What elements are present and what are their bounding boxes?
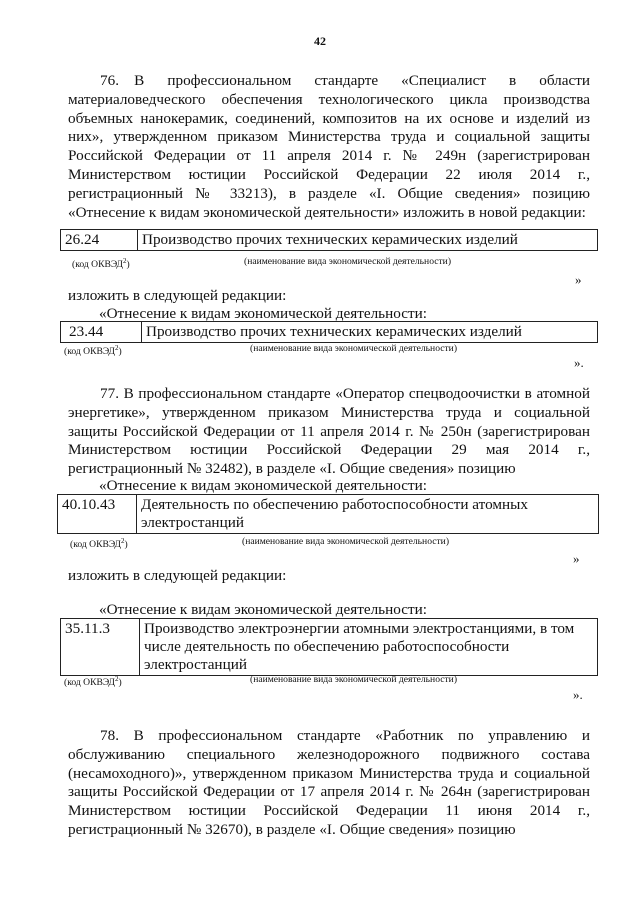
activity-name-caption: (наименование вида экономической деятельности) (250, 343, 458, 354)
activity-name-line: числе деятельность по обеспечению работоспособности (144, 638, 510, 655)
page-number: 42 (314, 34, 326, 48)
text-line: регистрационный № 32670), в разделе «I. Общие сведения» позицию (68, 820, 516, 838)
text-line: регистрационный № 32482), в разделе «I. Общие сведения» позицию (68, 460, 516, 478)
text-line: обслуживанию специального железнодорожного подвижного состава (68, 745, 590, 763)
text-line: Министерством юстиции Российской Федерации 11 июня 2014 г., (68, 802, 590, 820)
okved-code: 23.44 (61, 322, 142, 343)
text-line: материаловедческого обеспечения технологического цикла производства (68, 90, 590, 108)
okved-code: 26.24 (61, 230, 138, 251)
activity-name (140, 619, 598, 676)
closing-quote: » (573, 551, 580, 566)
closing-quote: ». (574, 355, 584, 370)
activity-name-line: электростанций (141, 514, 244, 531)
closing-quote: ». (573, 687, 583, 702)
item-78-paragraph (68, 727, 590, 840)
activity-name-line: электростанций (144, 656, 247, 673)
closing-quote: » (575, 272, 582, 287)
new-edition-intro: изложить в следующей редакции: (68, 567, 287, 584)
okved-table-new-77 (60, 618, 598, 676)
okved-code-caption: (код ОКВЭД$^2$) (72, 257, 130, 271)
text-line: 76. В профессиональном стандарте «Специалист в области (100, 72, 590, 89)
item-76-paragraph (68, 72, 590, 222)
okved-table-new-76 (60, 321, 598, 343)
text-line: объемных нанокерамик, соединений, композитов на их основе и изделий из (68, 109, 590, 127)
text-line: них», утвержденном приказом Министерства труда и социальной защиты (68, 128, 590, 146)
text-line: защиты Российской Федерации от 17 апреля 2014 г. № 264н (зарегистрирован (68, 783, 590, 801)
okved-table-old-77 (57, 494, 599, 534)
item-77-paragraph (68, 385, 590, 479)
okved-code-caption: (код ОКВЭД$^2$) (70, 537, 128, 551)
text-line: Министерством юстиции Российской Федерации 22 июля 2014 г., (68, 165, 590, 183)
okved-code-caption: (код ОКВЭД$^2$) (64, 675, 122, 689)
text-line: энергетике», утвержденном приказом Министерства труда и социальной (68, 403, 590, 421)
text-line: Министерством юстиции Российской Федерации 29 мая 2014 г., (68, 441, 590, 459)
activity-name-caption: (наименование вида экономической деятельности) (244, 256, 452, 267)
activity-name-line: Деятельность по обеспечению работоспособности атомных (141, 496, 528, 513)
okved-code-caption: (код ОКВЭД$^2$) (64, 344, 122, 358)
activity-name-line: Производство электроэнергии атомными электростанциями, в том (144, 620, 575, 637)
text-line: Российской Федерации от 11 апреля 2014 г. № 249н (зарегистрирован (68, 147, 590, 165)
okved-table-old-76 (60, 229, 598, 251)
text-line: «Отнесение к видам экономической деятельности» изложить в новой редакции: (68, 203, 586, 221)
activity-name (137, 495, 599, 534)
old-edition-heading: «Отнесение к видам экономической деятельности: (99, 477, 427, 494)
activity-name: Производство прочих технических керамических изделий (142, 322, 598, 343)
text-line: 77. В профессиональном стандарте «Оператор спецводоочистки в атомной (100, 385, 590, 402)
text-line: защиты Российской Федерации от 11 апреля 2014 г. № 250н (зарегистрирован (68, 422, 590, 440)
new-edition-heading: «Отнесение к видам экономической деятельности: (99, 601, 427, 618)
new-edition-intro: изложить в следующей редакции: (68, 287, 287, 304)
okved-code: 35.11.3 (61, 619, 140, 676)
activity-name-caption: (наименование вида экономической деятельности) (250, 674, 458, 685)
activity-name: Производство прочих технических керамических изделий (138, 230, 598, 251)
text-line: регистрационный № 33213), в разделе «I. Общие сведения» позицию (68, 184, 590, 202)
text-line: (несамоходного)», утвержденном приказом Министерства труда и социальной (68, 764, 590, 782)
new-edition-heading: «Отнесение к видам экономической деятельности: (99, 305, 427, 322)
activity-name-caption: (наименование вида экономической деятельности) (242, 536, 450, 547)
okved-code: 40.10.43 (58, 495, 137, 534)
text-line: 78. В профессиональном стандарте «Работник по управлению и (100, 727, 590, 744)
